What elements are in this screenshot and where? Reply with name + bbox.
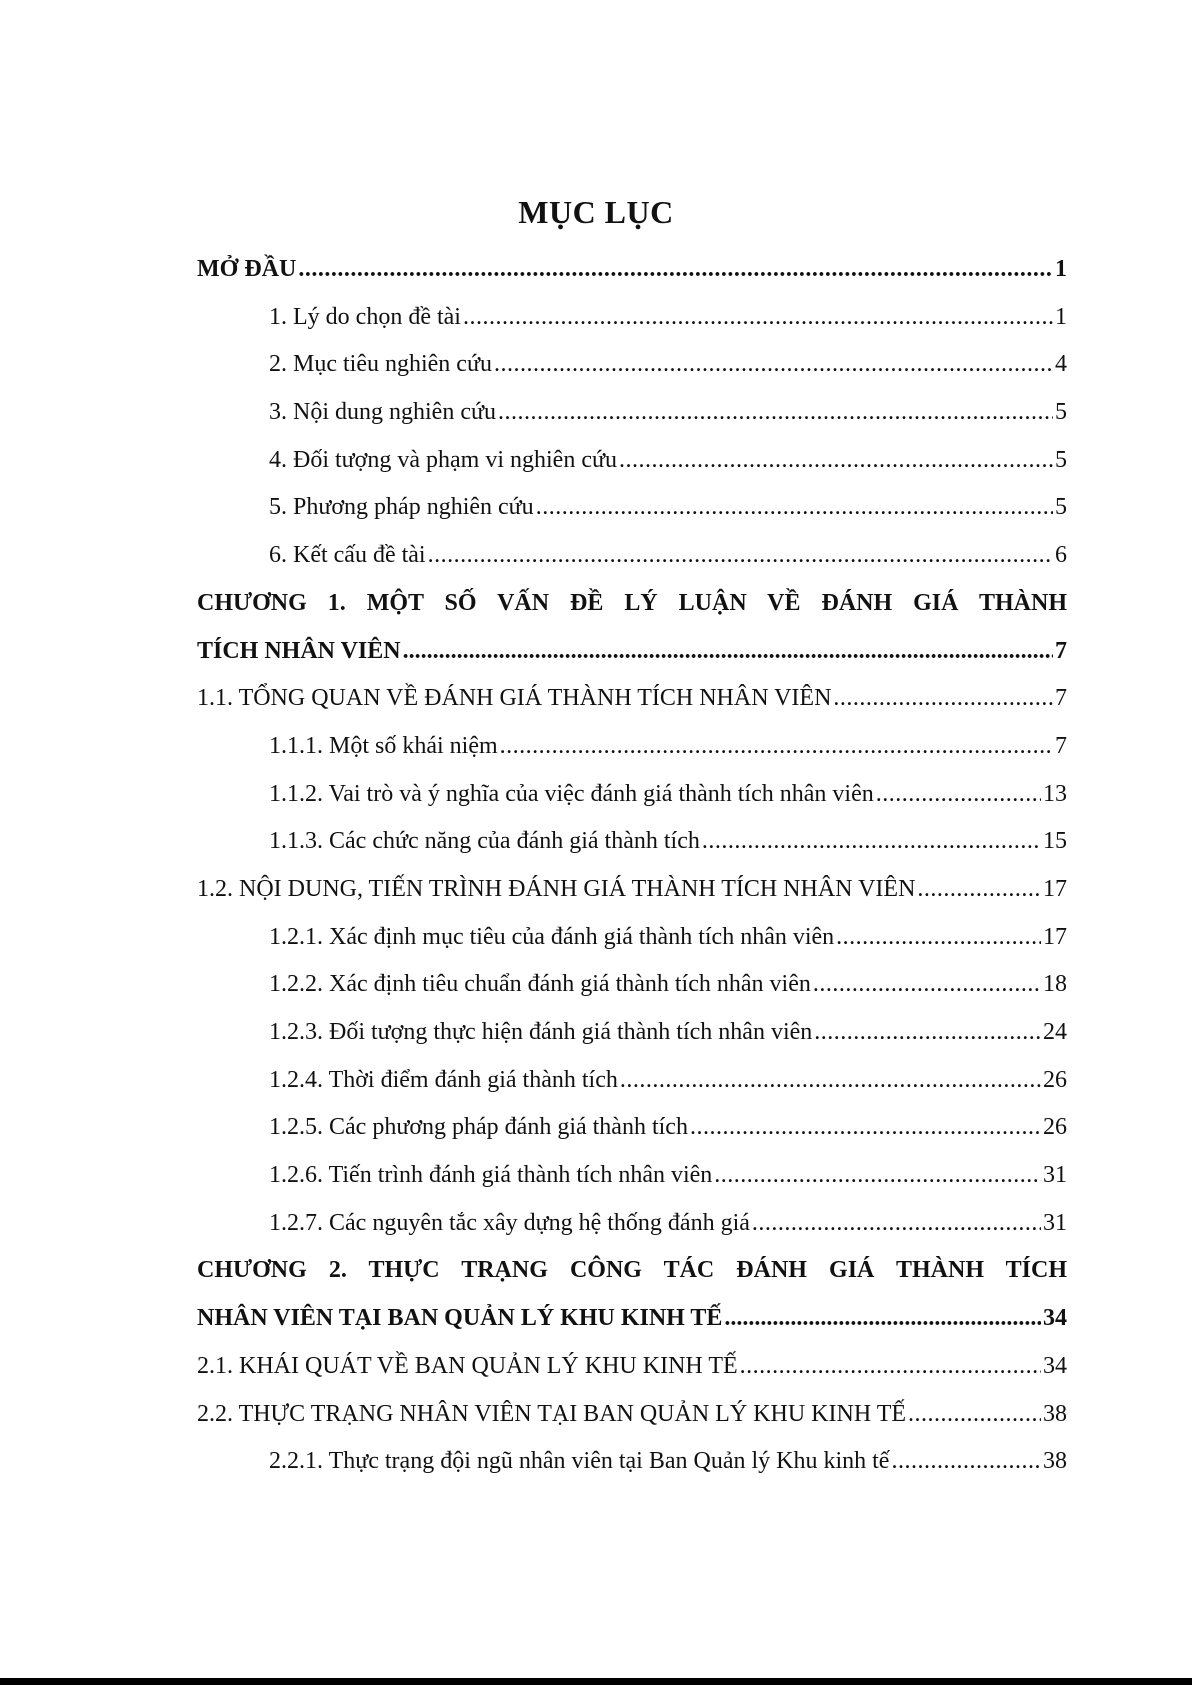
entry-label: 1.2.3. Đối tượng thực hiện đánh giá thành tích nhân viên — [269, 1019, 813, 1045]
dot-leader — [620, 1057, 1041, 1105]
dot-leader — [714, 1152, 1041, 1200]
page-bottom-border — [0, 1678, 1192, 1685]
toc-subsection-entry[interactable] — [197, 1057, 1067, 1105]
entry-label: 1.1.2. Vai trò và ý nghĩa của việc đánh giá thành tích nhân viên — [269, 780, 874, 807]
entry-label: 1.1. TỔNG QUAN VỀ ĐÁNH GIÁ THÀNH TÍCH NHÂN VIÊN — [197, 685, 832, 712]
dot-leader — [917, 866, 1041, 914]
toc-subsection-entry[interactable] — [197, 532, 1067, 580]
entry-label: 2.2.1. Thực trạng đội ngũ nhân viên tại Ban Quản lý Khu kinh tế — [269, 1448, 890, 1475]
page-number: 24 — [1043, 1019, 1067, 1045]
dot-leader — [690, 1104, 1041, 1152]
toc-subsection-entry[interactable] — [197, 437, 1067, 485]
dot-leader — [813, 961, 1041, 1009]
page-number: 1 — [1055, 256, 1067, 282]
toc-section-entry[interactable] — [197, 246, 1067, 294]
entry-label: 3. Nội dung nghiên cứu — [269, 399, 496, 426]
entry-label: 1. Lý do chọn đề tài — [269, 303, 461, 330]
page-number: 31 — [1043, 1162, 1067, 1189]
toc-subsection-entry[interactable] — [197, 1104, 1067, 1152]
entry-label: 2.2. THỰC TRẠNG NHÂN VIÊN TẠI BAN QUẢN LÝ KHU KINH TẾ — [197, 1400, 907, 1427]
entry-label: 2.1. KHÁI QUÁT VỀ BAN QUẢN LÝ KHU KINH TẾ — [197, 1352, 738, 1379]
toc-list — [197, 246, 1067, 1486]
dot-leader — [619, 437, 1053, 485]
dot-leader — [908, 1391, 1041, 1439]
page-number: 5 — [1055, 446, 1067, 473]
entry-label: 1.2.7. Các nguyên tắc xây dựng hệ thống đánh giá — [269, 1209, 750, 1236]
page-number: 5 — [1055, 399, 1067, 426]
toc-subsection-entry[interactable] — [197, 1009, 1067, 1057]
dot-leader — [428, 532, 1053, 580]
entry-label: MỞ ĐẦU — [197, 256, 297, 282]
dot-leader — [536, 484, 1053, 532]
page-number: 34 — [1043, 1352, 1067, 1379]
toc-chapter-heading[interactable] — [197, 1247, 1067, 1342]
entry-label: 1.2.6. Tiến trình đánh giá thành tích nhân viên — [269, 1162, 713, 1189]
dot-leader — [752, 1200, 1041, 1248]
page-number: 6 — [1055, 542, 1067, 569]
page-number: 26 — [1043, 1114, 1067, 1141]
dot-leader — [891, 1438, 1041, 1486]
toc-subsection-entry[interactable] — [197, 1152, 1067, 1200]
toc-subsection-entry[interactable] — [197, 341, 1067, 389]
toc-subsection-entry[interactable] — [197, 389, 1067, 437]
dot-leader — [494, 341, 1053, 389]
toc-title: MỤC LỤC — [518, 194, 674, 230]
dot-leader — [403, 628, 1053, 676]
page-number: 34 — [1043, 1305, 1067, 1332]
chapter-title-line-2-text: TÍCH NHÂN VIÊN — [197, 637, 401, 664]
page-number: 1 — [1055, 303, 1067, 330]
chapter-title-line-2 — [197, 1295, 1067, 1343]
toc-section-entry[interactable] — [197, 866, 1067, 914]
entry-label: 1.1.1. Một số khái niệm — [269, 732, 498, 759]
dot-leader — [740, 1343, 1041, 1391]
toc-subsection-entry[interactable] — [197, 1200, 1067, 1248]
page-number: 7 — [1055, 637, 1067, 664]
page-number: 4 — [1055, 351, 1067, 378]
entry-label: 1.1.3. Các chức năng của đánh giá thành tích — [269, 828, 700, 855]
page-number: 7 — [1055, 732, 1067, 759]
entry-label: 1.2. NỘI DUNG, TIẾN TRÌNH ĐÁNH GIÁ THÀNH TÍCH NHÂN VIÊN — [197, 875, 916, 902]
page-number: 15 — [1043, 828, 1067, 855]
toc-subsection-entry[interactable] — [197, 771, 1067, 819]
toc-subsection-entry[interactable] — [197, 294, 1067, 342]
toc-subsection-entry[interactable] — [197, 914, 1067, 962]
page-number: 26 — [1043, 1066, 1067, 1093]
page-number: 38 — [1043, 1400, 1067, 1427]
dot-leader — [702, 818, 1041, 866]
chapter-title-line-2-text: NHÂN VIÊN TẠI BAN QUẢN LÝ KHU KINH TẾ — [197, 1305, 723, 1332]
dot-leader — [836, 914, 1041, 962]
page-number: 13 — [1043, 780, 1067, 807]
entry-label: 6. Kết cấu đề tài — [269, 542, 426, 569]
dot-leader — [724, 1295, 1041, 1343]
toc-chapter-heading[interactable] — [197, 580, 1067, 675]
toc-subsection-entry[interactable] — [197, 1438, 1067, 1486]
toc-subsection-entry[interactable] — [197, 818, 1067, 866]
dot-leader — [876, 771, 1041, 819]
entry-label: 1.2.2. Xác định tiêu chuẩn đánh giá thành tích nhân viên — [269, 971, 811, 998]
dot-leader — [833, 675, 1053, 723]
entry-label: 5. Phương pháp nghiên cứu — [269, 494, 534, 521]
toc-subsection-entry[interactable] — [197, 723, 1067, 771]
chapter-title-line-2 — [197, 628, 1067, 676]
chapter-title-line-1: CHƯƠNG 2. THỰC TRẠNG CÔNG TÁC ĐÁNH GIÁ THÀNH TÍCH — [197, 1257, 1067, 1284]
toc-section-entry[interactable] — [197, 1391, 1067, 1439]
page-number: 17 — [1043, 923, 1067, 950]
dot-leader — [498, 389, 1053, 437]
entry-label: 2. Mục tiêu nghiên cứu — [269, 351, 492, 378]
dot-leader — [463, 294, 1053, 342]
entry-label: 4. Đối tượng và phạm vi nghiên cứu — [269, 446, 617, 473]
page-number: 18 — [1043, 971, 1067, 998]
dot-leader — [500, 723, 1053, 771]
entry-label: 1.2.5. Các phương pháp đánh giá thành tích — [269, 1114, 688, 1141]
page-number: 38 — [1043, 1448, 1067, 1475]
page-number: 31 — [1043, 1209, 1067, 1236]
chapter-title-line-1: CHƯƠNG 1. MỘT SỐ VẤN ĐỀ LÝ LUẬN VỀ ĐÁNH GIÁ THÀNH — [197, 589, 1067, 616]
page-number: 5 — [1055, 494, 1067, 521]
entry-label: 1.2.4. Thời điểm đánh giá thành tích — [269, 1066, 618, 1093]
entry-label: 1.2.1. Xác định mục tiêu của đánh giá thành tích nhân viên — [269, 923, 835, 950]
toc-subsection-entry[interactable] — [197, 961, 1067, 1009]
page-number: 17 — [1043, 875, 1067, 902]
toc-subsection-entry[interactable] — [197, 484, 1067, 532]
toc-section-entry[interactable] — [197, 675, 1067, 723]
toc-section-entry[interactable] — [197, 1343, 1067, 1391]
dot-leader — [298, 246, 1053, 294]
dot-leader — [814, 1009, 1041, 1057]
page-number: 7 — [1055, 685, 1067, 712]
